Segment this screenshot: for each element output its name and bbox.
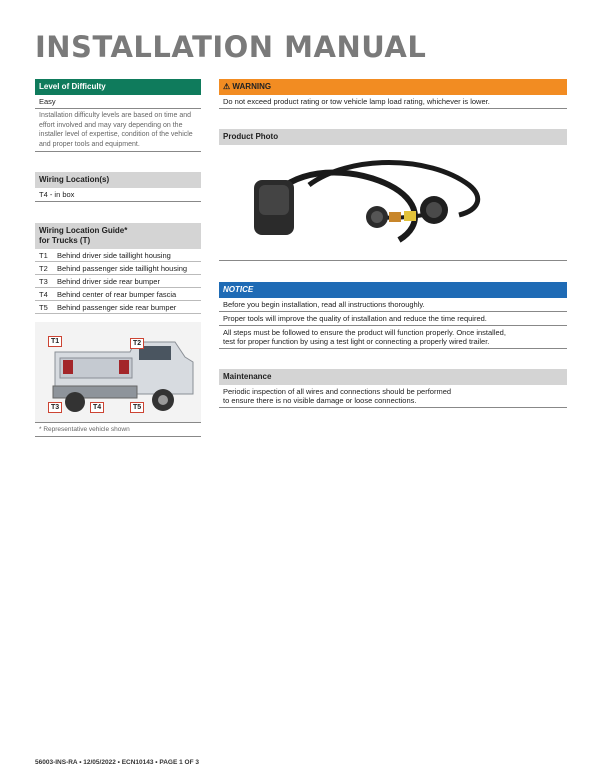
- page-title: INSTALLATION MANUAL: [35, 30, 427, 64]
- table-row: [35, 275, 201, 288]
- wiring-location-value: T4 - in box: [35, 188, 201, 202]
- page-footer: 56003-INS-RA • 12/05/2022 • ECN10143 • PAGE 1 OF 3: [35, 759, 199, 766]
- product-photo: [219, 145, 567, 261]
- row-desc: Behind passenger side rear bumper: [57, 302, 177, 312]
- maintenance-line2: to ensure there is no visible damage or loose connections.: [219, 396, 567, 408]
- warning-header-label: WARNING: [232, 82, 272, 91]
- notice-line: All steps must be followed to ensure the product will function properly. Once installed,: [223, 328, 506, 337]
- maintenance-header: Maintenance: [219, 369, 567, 385]
- row-code: T2: [39, 263, 48, 273]
- tag-t5: T5: [130, 402, 144, 413]
- row-code: T3: [39, 276, 48, 286]
- guide-header-line2: for Trucks (T): [39, 236, 91, 245]
- vehicle-illustration: [35, 322, 201, 423]
- difficulty-value: Easy: [35, 95, 201, 109]
- row-code: T1: [39, 250, 48, 260]
- notice-header: NOTICE: [219, 282, 567, 298]
- row-desc: Behind driver side taillight housing: [57, 250, 171, 260]
- wiring-harness-image: [219, 145, 567, 260]
- difficulty-header: Level of Difficulty: [35, 79, 201, 95]
- notice-line: test for proper function by using a test light or connecting a properly wired trailer.: [219, 337, 567, 349]
- table-row: [35, 301, 201, 314]
- table-row: [35, 249, 201, 262]
- tag-t4: T4: [90, 402, 104, 413]
- row-code: T4: [39, 289, 48, 299]
- right-column: [219, 79, 567, 408]
- maintenance-line1: Periodic inspection of all wires and connections should be performed: [223, 387, 452, 396]
- row-desc: Behind passenger side taillight housing: [57, 263, 188, 273]
- table-row: [35, 288, 201, 301]
- row-desc: Behind center of rear bumper fascia: [57, 289, 177, 299]
- tag-t3: T3: [48, 402, 62, 413]
- guide-table: [35, 249, 201, 314]
- warning-icon: ⚠: [223, 82, 231, 91]
- table-row: [35, 262, 201, 275]
- tag-t1: T1: [48, 336, 62, 347]
- product-photo-header: Product Photo: [219, 129, 567, 145]
- notice-line: Proper tools will improve the quality of installation and reduce the time required.: [219, 312, 567, 326]
- warning-header: [219, 79, 567, 95]
- warning-text: Do not exceed product rating or tow vehicle lamp load rating, whichever is lower.: [219, 95, 567, 109]
- row-desc: Behind driver side rear bumper: [57, 276, 160, 286]
- notice-line: Before you begin installation, read all instructions thoroughly.: [219, 298, 567, 312]
- guide-header: [35, 223, 201, 249]
- left-column: [35, 79, 201, 437]
- guide-header-line1: Wiring Location Guide*: [39, 226, 128, 235]
- wiring-location-header: Wiring Location(s): [35, 172, 201, 188]
- tag-t2: T2: [130, 338, 144, 349]
- row-code: T5: [39, 302, 48, 312]
- vehicle-caption: * Representative vehicle shown: [35, 423, 201, 437]
- difficulty-note: Installation difficulty levels are based on time and effort involved and may vary depending on the installer level of expertise, condition of the vehicle and proper tools and equipment.: [35, 109, 201, 152]
